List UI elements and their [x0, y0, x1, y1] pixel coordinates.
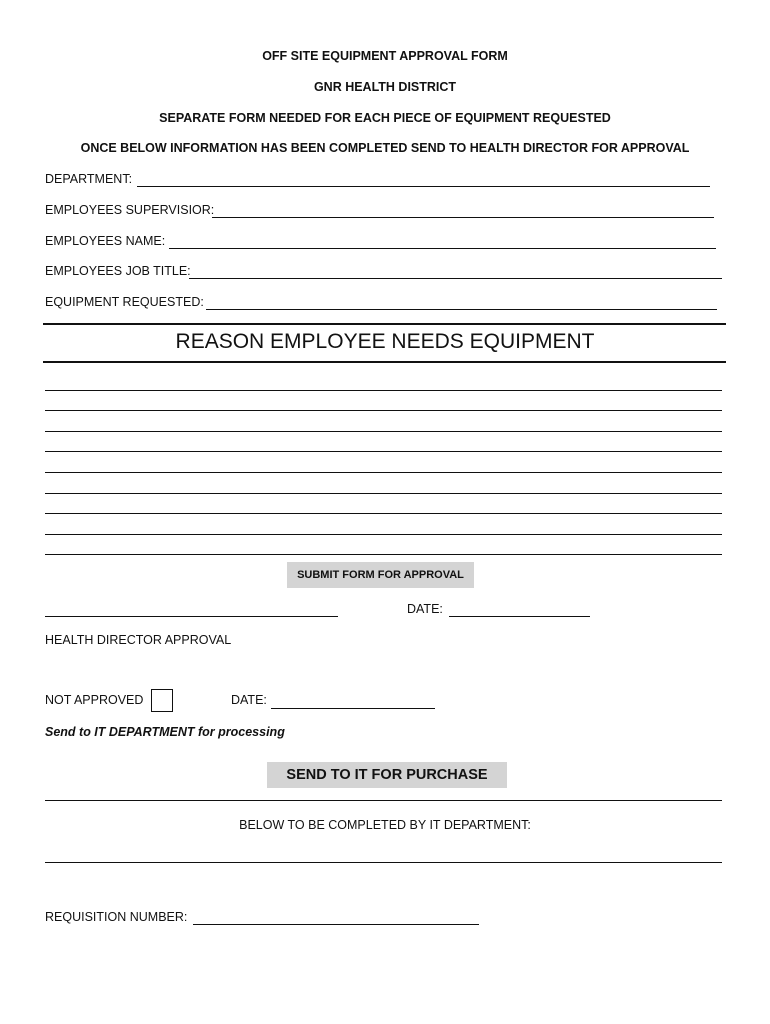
it-instruction: Send to IT DEPARTMENT for processing [45, 725, 285, 739]
form-title: OFF SITE EQUIPMENT APPROVAL FORM [262, 49, 508, 63]
section-rule-bottom [43, 361, 726, 363]
reason-line[interactable] [45, 513, 722, 514]
reason-line[interactable] [45, 493, 722, 494]
instruction-note: ONCE BELOW INFORMATION HAS BEEN COMPLETED SEND TO HEALTH DIRECTOR FOR APPROVAL [80, 141, 690, 155]
submit-date-field[interactable] [449, 616, 590, 617]
department-field[interactable] [137, 186, 710, 187]
equipment-field[interactable] [206, 309, 717, 310]
submit-date-label: DATE: [407, 602, 443, 616]
reason-line[interactable] [45, 554, 722, 555]
approval-date-field[interactable] [271, 708, 435, 709]
send-to-it-button[interactable]: SEND TO IT FOR PURCHASE [267, 762, 507, 788]
requisition-number-field[interactable] [193, 924, 479, 925]
it-completion-label: BELOW TO BE COMPLETED BY IT DEPARTMENT: [239, 818, 531, 832]
separate-form-note: SEPARATE FORM NEEDED FOR EACH PIECE OF EQUIPMENT REQUESTED [159, 111, 611, 125]
supervisor-label: EMPLOYEES SUPERVISIOR: [45, 203, 215, 217]
requisition-number-label: REQUISITION NUMBER: [45, 910, 188, 924]
reason-line[interactable] [45, 410, 722, 411]
health-director-approval-label: HEALTH DIRECTOR APPROVAL [45, 633, 232, 647]
not-approved-label: NOT APPROVED [45, 693, 144, 707]
reason-line[interactable] [45, 390, 722, 391]
signature-field[interactable] [45, 616, 338, 617]
reason-line[interactable] [45, 472, 722, 473]
reason-line[interactable] [45, 451, 722, 452]
not-approved-checkbox[interactable] [151, 689, 173, 712]
job-title-field[interactable] [189, 278, 722, 279]
employee-name-label: EMPLOYEES NAME: [45, 234, 166, 248]
it-notes-field[interactable] [45, 862, 722, 863]
job-title-label: EMPLOYEES JOB TITLE: [45, 264, 191, 278]
supervisor-field[interactable] [212, 217, 714, 218]
submit-for-approval-button[interactable]: SUBMIT FORM FOR APPROVAL [287, 562, 474, 588]
department-label: DEPARTMENT: [45, 172, 133, 186]
reason-line[interactable] [45, 431, 722, 432]
equipment-label: EQUIPMENT REQUESTED: [45, 295, 204, 309]
district-name: GNR HEALTH DISTRICT [313, 80, 457, 94]
reason-line[interactable] [45, 534, 722, 535]
approval-date-label: DATE: [231, 693, 267, 707]
divider-line [45, 800, 722, 801]
employee-name-field[interactable] [169, 248, 716, 249]
reason-heading: REASON EMPLOYEE NEEDS EQUIPMENT [175, 330, 595, 353]
section-rule-top [43, 323, 726, 325]
